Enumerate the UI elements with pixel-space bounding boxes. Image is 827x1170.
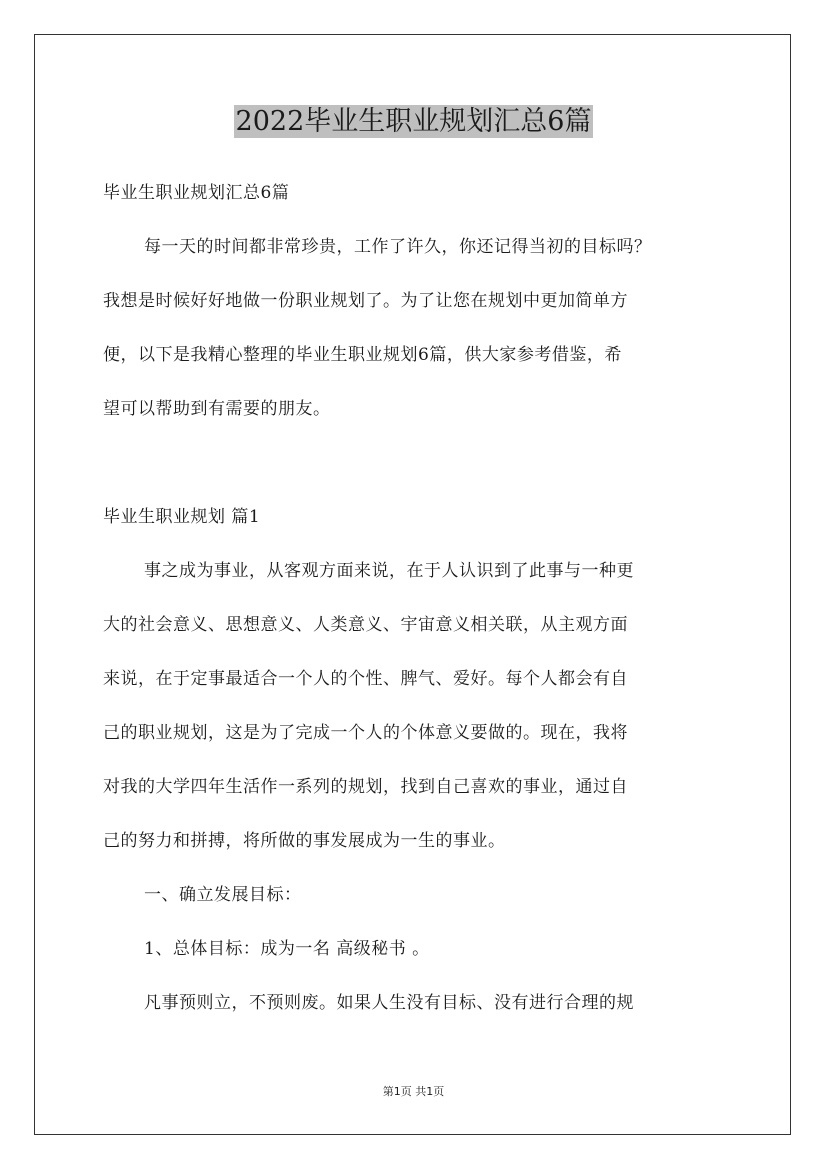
document-title bbox=[0, 100, 827, 144]
item-heading: 一、确立发展目标： bbox=[144, 885, 302, 905]
section-line-6: 己的努力和拼搏，将所做的事发展成为一生的事业。 bbox=[103, 831, 506, 851]
section-line-1: 事之成为事业，从客观方面来说，在于人认识到了此事与一种更 bbox=[144, 561, 634, 581]
intro-line-4: 望可以帮助到有需要的朋友。 bbox=[103, 399, 331, 419]
intro-line-1: 每一天的时间都非常珍贵，工作了许久，你还记得当初的目标吗？ bbox=[144, 237, 652, 257]
section-heading: 毕业生职业规划 篇1 bbox=[103, 507, 261, 527]
section-line-5: 对我的大学四年生活作一系列的规划，找到自己喜欢的事业，通过自 bbox=[103, 777, 628, 797]
intro-line-2: 我想是时候好好地做一份职业规划了。为了让您在规划中更加简单方 bbox=[103, 291, 628, 311]
page-footer: 第1页 共1页 bbox=[382, 1085, 445, 1098]
section-line-3: 来说，在于定事最适合一个人的个性、脾气、爱好。每个人都会有自 bbox=[103, 669, 628, 689]
document-title-text: 2022毕业生职业规划汇总6篇 bbox=[235, 106, 592, 137]
document-subtitle: 毕业生职业规划汇总6篇 bbox=[103, 183, 290, 203]
section-line-4: 己的职业规划，这是为了完成一个人的个体意义要做的。现在，我将 bbox=[103, 723, 628, 743]
last-line: 凡事预则立，不预则废。如果人生没有目标、没有进行合理的规 bbox=[144, 993, 634, 1013]
item-1: 1、总体目标：成为一名 高级秘书 。 bbox=[144, 939, 430, 959]
section-line-2: 大的社会意义、思想意义、人类意义、宇宙意义相关联，从主观方面 bbox=[103, 615, 628, 635]
intro-line-3: 便，以下是我精心整理的毕业生职业规划6篇，供大家参考借鉴，希 bbox=[103, 345, 622, 365]
